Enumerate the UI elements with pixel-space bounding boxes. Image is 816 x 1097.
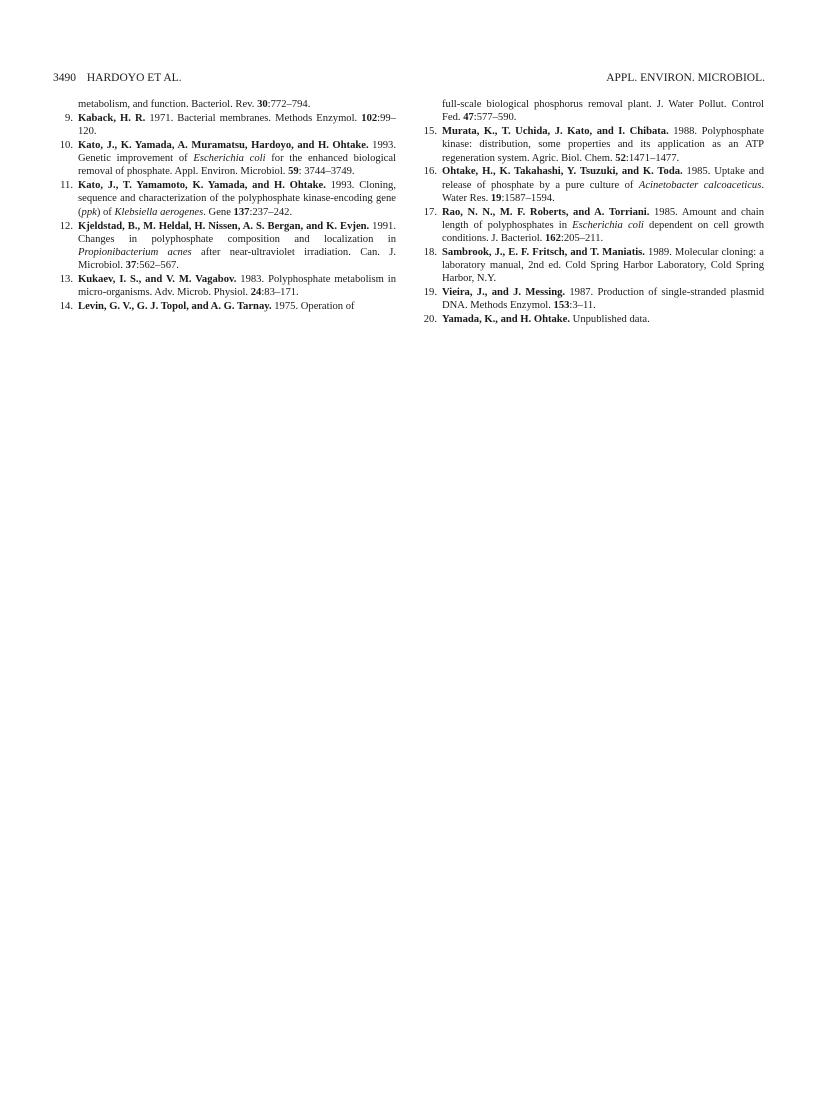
running-authors: HARDOYO ET AL. xyxy=(86,72,182,84)
reference-14: 14. Levin, G. V., G. J. Topol, and A. G. Tarnay. 1975. Operation of xyxy=(59,301,355,313)
reference-12: 12. Kjeldstad, B., M. Heldal, H. Nissen, A. S. Bergan, and K. Evjen. 1991. Changes in polyphosphate composition and localization in Propionibacterium acnes after near-ultraviolet irradiation. Can. J. Microbiol. 37:562–567. xyxy=(59,220,397,272)
reference-continuation: full-scale biological phosphorus removal plant. J. Water Pollut. Control Fed. 47:577–590. xyxy=(442,99,764,124)
reference-19: 19. Vieira, J., and J. Messing. 1987. Production of single-stranded plasmid DNA. Methods Enzymol. 153:3–11. xyxy=(423,287,764,312)
journal-name: APPL. ENVIRON. MICROBIOL. xyxy=(606,72,765,84)
references-right-column xyxy=(420,98,764,327)
reference-continuation: metabolism, and function. Bacteriol. Rev. 30:772–794. xyxy=(78,99,311,110)
page-header xyxy=(53,72,765,88)
references-left-column xyxy=(56,98,396,314)
page-number: 3490 xyxy=(53,72,76,84)
reference-17: 17. Rao, N. N., M. F. Roberts, and A. Torriani. 1985. Amount and chain length of polyphosphates in Escherichia coli dependent on cell growth conditions. J. Bacteriol. 162:205–211. xyxy=(423,206,764,245)
reference-20: 20. Yamada, K., and H. Ohtake. Unpublished data. xyxy=(423,314,650,326)
reference-15: 15. Murata, K., T. Uchida, J. Kato, and I. Chibata. 1988. Polyphosphate kinase: distribution, some properties and its application as an ATP regeneration system. Agric. Biol. Chem. 52:1471–1477. xyxy=(423,126,764,164)
header-left xyxy=(53,72,182,84)
reference-10: 10. Kato, J., K. Yamada, A. Muramatsu, Hardoyo, and H. Ohtake. 1993. Genetic improvement of Escherichia coli for the enhanced biological removal of phosphate. Appl. Environ. Microbiol. 59: 3744–3749. xyxy=(59,139,397,178)
reference-16: 16. Ohtake, H., K. Takahashi, Y. Tsuzuki, and K. Toda. 1985. Uptake and release of phosphate by a pure culture of Acinetobacter calcoaceticus. Water Res. 19:1587–1594. xyxy=(423,166,764,204)
reference-9: 9. Kaback, H. R. 1971. Bacterial membranes. Methods Enzymol. 102:99–120. xyxy=(65,112,397,138)
reference-13: 13. Kukaev, I. S., and V. M. Vagabov. 1983. Polyphosphate metabolism in micro-organisms. Adv. Microb. Physiol. 24:83–171. xyxy=(59,274,396,299)
reference-11: 11. Kato, J., T. Yamamoto, K. Yamada, and H. Ohtake. 1993. Cloning, sequence and characterization of the polyphosphate kinase-encoding gene (ppk) of Klebsiella aerogenes. Gene 137:237–242. xyxy=(60,180,396,218)
reference-18: 18. Sambrook, J., E. F. Fritsch, and T. Maniatis. 1989. Molecular cloning: a laboratory manual, 2nd ed. Cold Spring Harbor Laboratory, Cold Spring Harbor, N.Y. xyxy=(423,246,764,285)
